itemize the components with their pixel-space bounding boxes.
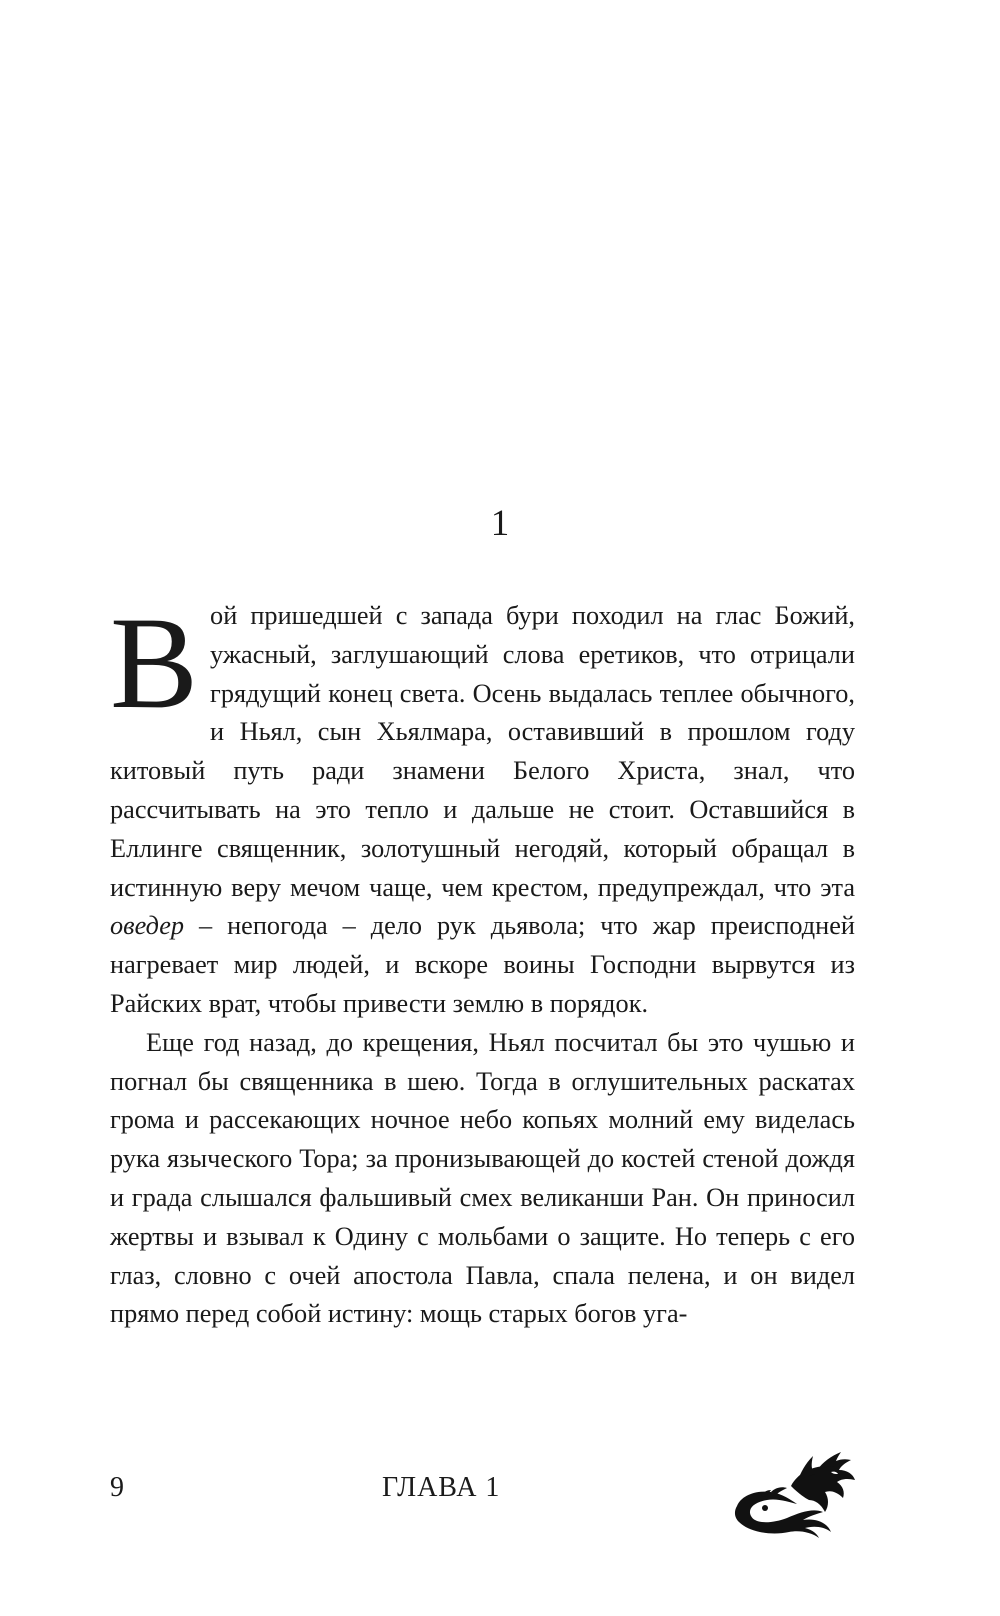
paragraph-1	[110, 589, 855, 1024]
page-number: 9	[110, 1472, 124, 1503]
dragon-icon	[731, 1452, 855, 1538]
chapter-number: 1	[490, 503, 510, 544]
paragraph-1-text-a: ой пришедшей с запада бури походил на глас Божий, ужасный, заглушающий слова еретиков, что отрицали грядущий конец света. Осень выдалась теплее обычного, и Ньял, сын Хьялмара, оставивший в прошлом году китовый путь ради знамени Белого Христа, знал, что рассчитывать на это тепло и дальше не стоит. Оставшийся в Еллинге священник, золотушный негодяй, который обращал в истинную веру мечом чаще, чем крестом, предупреждал, что эта	[110, 601, 855, 902]
paragraph-2: Еще год назад, до крещения, Ньял посчитал бы это чушью и погнал бы священника в шею. Тогда в оглушительных раскатах грома и рассекающих ночное небо копьях молний ему виделась рука языческого Тора; за пронизывающей до костей стеной дождя и града слышался фальшивый смех великанши Ран. Он приносил жертвы и взывал к Одину с мольбами о защите. Но теперь с его глаз, словно с очей апостола Павла, спала пелена, и он видел прямо перед собой истину: мощь старых богов уга-	[110, 1027, 855, 1329]
drop-cap: В	[110, 589, 199, 736]
running-head: ГЛАВА 1	[382, 1472, 501, 1503]
page-footer	[110, 1462, 855, 1552]
body-text	[110, 589, 855, 1334]
italic-word: оведер	[110, 911, 185, 941]
paragraph-1-text-b: – непогода – дело рук дьявола; что жар преисподней нагревает мир людей, и вскоре воины Господни вырвутся из Райских врат, чтобы привести землю в порядок.	[110, 911, 855, 1018]
